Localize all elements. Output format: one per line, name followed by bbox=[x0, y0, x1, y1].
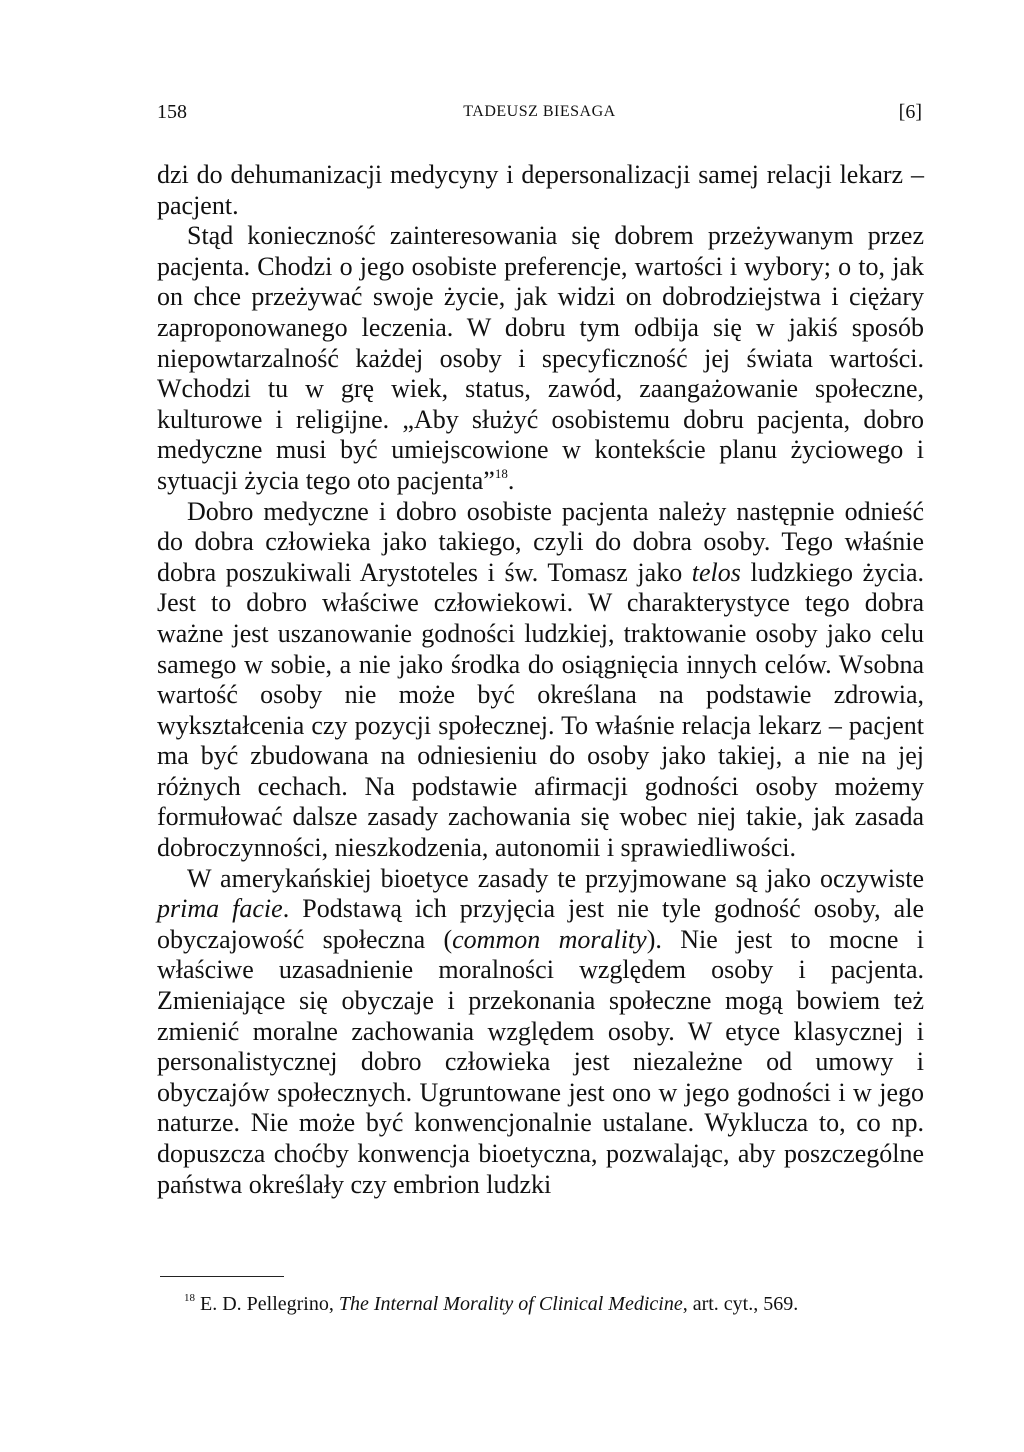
paragraph-text: ). Nie jest to mocne i właściwe uzasadnienie moralności względem osoby i pacjenta. Zmieniające się obyczaje i przekonania społeczne mogą bowiem też zmienić moralne zachowania względem osoby. W etyce klasycznej i personalistycznej dobro człowieka jest niezależne od umowy i obyczajów społecznych. Ugruntowane jest ono w jego godności i w jego naturze. Nie może być konwencjonalnie ustalane. Wyklucza to, co np. dopuszcza choćby konwencja bioetyczna, pozwalając, aby poszczególne państwa określały czy embrion ludzki bbox=[157, 924, 924, 1199]
page-header bbox=[157, 98, 922, 126]
paragraph bbox=[157, 497, 924, 864]
footnote-divider bbox=[160, 1276, 284, 1277]
running-head: TADEUSZ BIESAGA bbox=[463, 103, 616, 120]
paragraph-text: . Podstawą ich przyjęcia jest nie tyle godność osoby, ale obyczajowość społeczna ( bbox=[157, 894, 924, 954]
paragraph-text: Dobro medyczne i dobro osobiste pacjenta należy następnie odnieść do dobra człowieka jako takiego, czyli do dobra osoby. Tego właśnie dobra poszukiwali Arystoteles i św. Tomasz jako bbox=[157, 496, 924, 587]
footnote-citation: , art. cyt., 569. bbox=[682, 1293, 799, 1315]
paragraph-text: dzi do dehumanizacji medycyny i depersonalizacji samej relacji lekarz – pacjent. bbox=[157, 160, 924, 220]
footnote bbox=[160, 1290, 924, 1318]
footnote-number: 18 bbox=[184, 1292, 195, 1304]
footnote-title: The Internal Morality of Clinical Medicine bbox=[338, 1293, 683, 1315]
paragraph-text: ludzkiego życia. Jest to dobro właściwe człowiekowi. W charakterystyce tego dobra ważne jest uszanowanie godności ludzkiej, traktowanie osoby jako celu samego w sobie, a nie jako środka do osiągnięcia innych celów. Wsobna wartość osoby nie może być określana na podstawie zdrowia, wykształcenia czy pozycji społecznej. To właśnie relacja lekarz – pacjent ma być zbudowana na odniesieniu do osoby jako takiej, a nie na jej różnych cechach. Na podstawie afirmacji godności osoby możemy formułować dalsze zasady zachowania się wobec niej takie, jak zasada dobroczynności, nieszkodzenia, autonomii i sprawiedliwości. bbox=[157, 557, 924, 863]
paragraph bbox=[157, 221, 924, 496]
italic-term: prima facie bbox=[157, 894, 283, 924]
italic-term: common morality bbox=[452, 924, 647, 954]
paragraph-text: Stąd konieczność zainteresowania się dobrem przeżywanym przez pacjenta. Chodzi o jego osobiste preferencje, wartości i wybory; o to, jak on chce przeżywać swoje życie, jak widzi on dobrodziejstwa i ciężary zaproponowanego leczenia. W dobru tym odbija się w jakiś sposób niepowtarzalność każdej osoby i specyficzność jej świata wartości. Wchodzi tu w grę wiek, status, zawód, zaangażowanie społeczne, kulturowe i religijne. „Aby służyć osobistemu dobru pacjenta, dobro medyczne musi być umiejscowione w kontekście planu życiowego i sytuacji życia tego oto pacjenta” bbox=[157, 221, 924, 495]
section-reference: [6] bbox=[898, 101, 922, 123]
paragraph bbox=[157, 864, 924, 1201]
body-text bbox=[157, 160, 924, 1200]
footnote-reference[interactable]: 18 bbox=[494, 465, 508, 481]
paragraph-text-tail: . bbox=[507, 465, 515, 495]
page-number: 158 bbox=[157, 101, 187, 123]
italic-term: telos bbox=[691, 557, 741, 587]
footnote-author: E. D. Pellegrino, bbox=[200, 1293, 339, 1315]
paragraph-text: W amerykańskiej bioetyce zasady te przyjmowane są jako oczywiste bbox=[187, 863, 924, 893]
paragraph-continued bbox=[157, 160, 924, 221]
